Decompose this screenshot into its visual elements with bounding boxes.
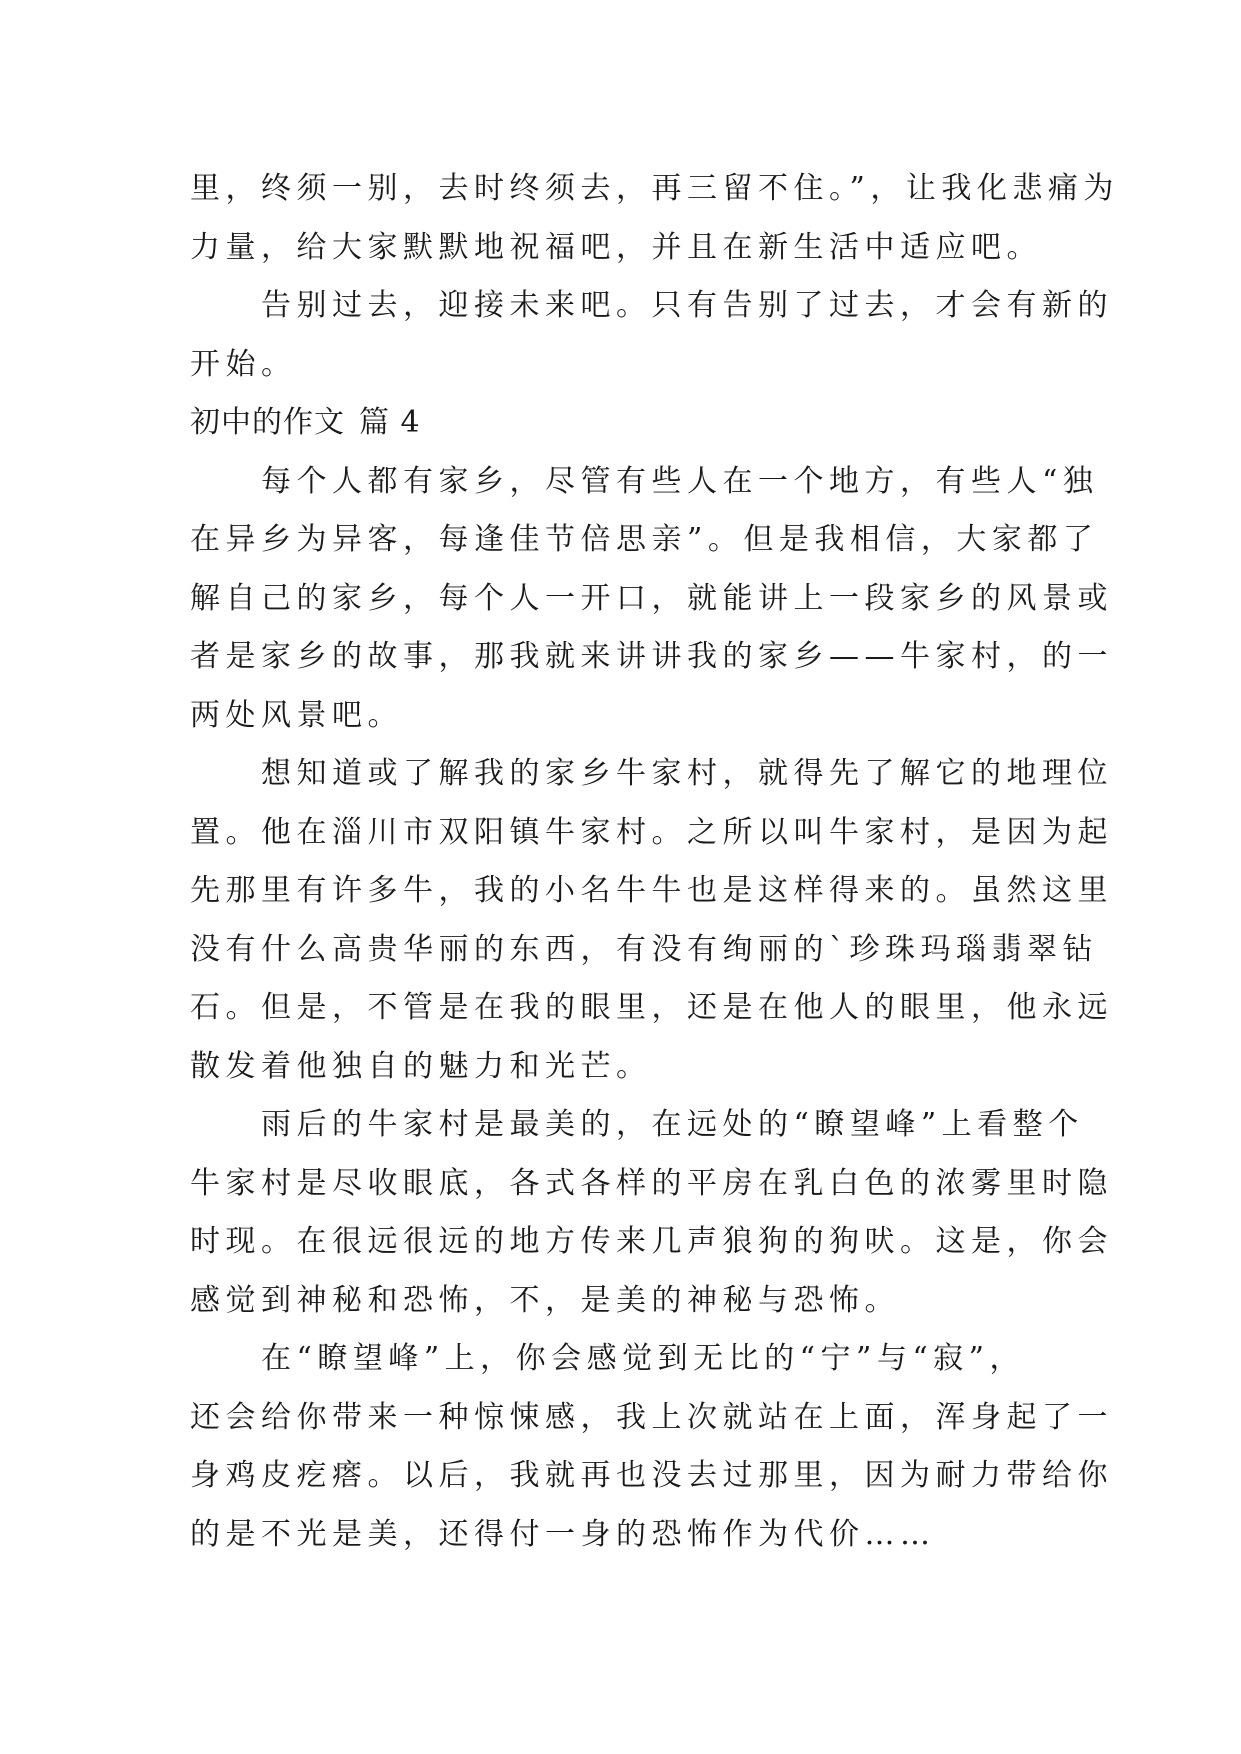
text-line: 想知道或了解我的家乡牛家村，就得先了解它的地理位	[190, 756, 1113, 791]
document-page	[190, 160, 1119, 1564]
paragraph	[190, 277, 1113, 394]
text-line: 每个人都有家乡，尽管有些人在一个地方，有些人“独	[190, 463, 1099, 499]
text-line: 告别过去，迎接未来吧。只有告别了过去，才会有新的	[190, 288, 1113, 323]
section-title: 初中的作文	[190, 405, 345, 440]
text-line: 者是家乡的故事，那我就来讲讲我的家乡——牛家村，的一	[190, 639, 1113, 674]
text-line: 在“瞭望峰”上，你会感觉到无比的“宁”与“寂”，	[190, 1341, 1026, 1376]
text-line: 没有什么高贵华丽的东西，有没有绚丽的`珍珠玛瑙翡翠钻	[190, 931, 1098, 967]
text-line: 置。他在淄川市双阳镇牛家村。之所以叫牛家村，是因为起	[190, 814, 1113, 850]
text-line: 力量，给大家默默地祝福吧，并且在新生活中适应吧。	[190, 229, 1042, 265]
text-line: 两处风景吧。	[190, 697, 403, 733]
text-line: 里，终须一别，去时终须去，再三留不住。”，让我化悲痛为	[190, 171, 1119, 206]
text-line: 的是不光是美，还得付一身的恐怖作为代价……	[190, 1516, 936, 1552]
paragraph	[190, 1096, 1113, 1330]
text-line: 解自己的家乡，每个人一开口，就能讲上一段家乡的风景或	[190, 580, 1113, 616]
paragraph	[190, 1330, 1113, 1564]
text-line: 在异乡为异客，每逢佳节倍思亲”。但是我相信，大家都了	[190, 522, 1099, 557]
text-line: 牛家村是尽收眼底，各式各样的平房在乳白色的浓雾里时隐	[190, 1165, 1113, 1201]
section-heading	[190, 394, 1060, 453]
paragraph	[190, 745, 1113, 1096]
text-line: 先那里有许多牛，我的小名牛牛也是这样得来的。虽然这里	[190, 873, 1113, 908]
section-label: 篇 4	[359, 405, 421, 440]
text-line: 时现。在很远很远的地方传来几声狼狗的狗吠。这是，你会	[190, 1224, 1113, 1259]
text-line: 还会给你带来一种惊悚感，我上次就站在上面，浑身起了一	[190, 1399, 1113, 1435]
text-line: 开始。	[190, 346, 297, 382]
text-line: 石。但是，不管是在我的眼里，还是在他人的眼里，他永远	[190, 990, 1113, 1025]
text-line: 雨后的牛家村是最美的，在远处的“瞭望峰”上看整个	[190, 1107, 1084, 1142]
text-line: 散发着他独自的魅力和光芒。	[190, 1048, 652, 1084]
paragraph	[190, 160, 1119, 277]
text-line: 感觉到神秘和恐怖，不，是美的神秘与恐怖。	[190, 1282, 900, 1318]
text-line: 身鸡皮疙瘩。以后，我就再也没去过那里，因为耐力带给你	[190, 1458, 1113, 1493]
paragraph	[190, 453, 1113, 746]
